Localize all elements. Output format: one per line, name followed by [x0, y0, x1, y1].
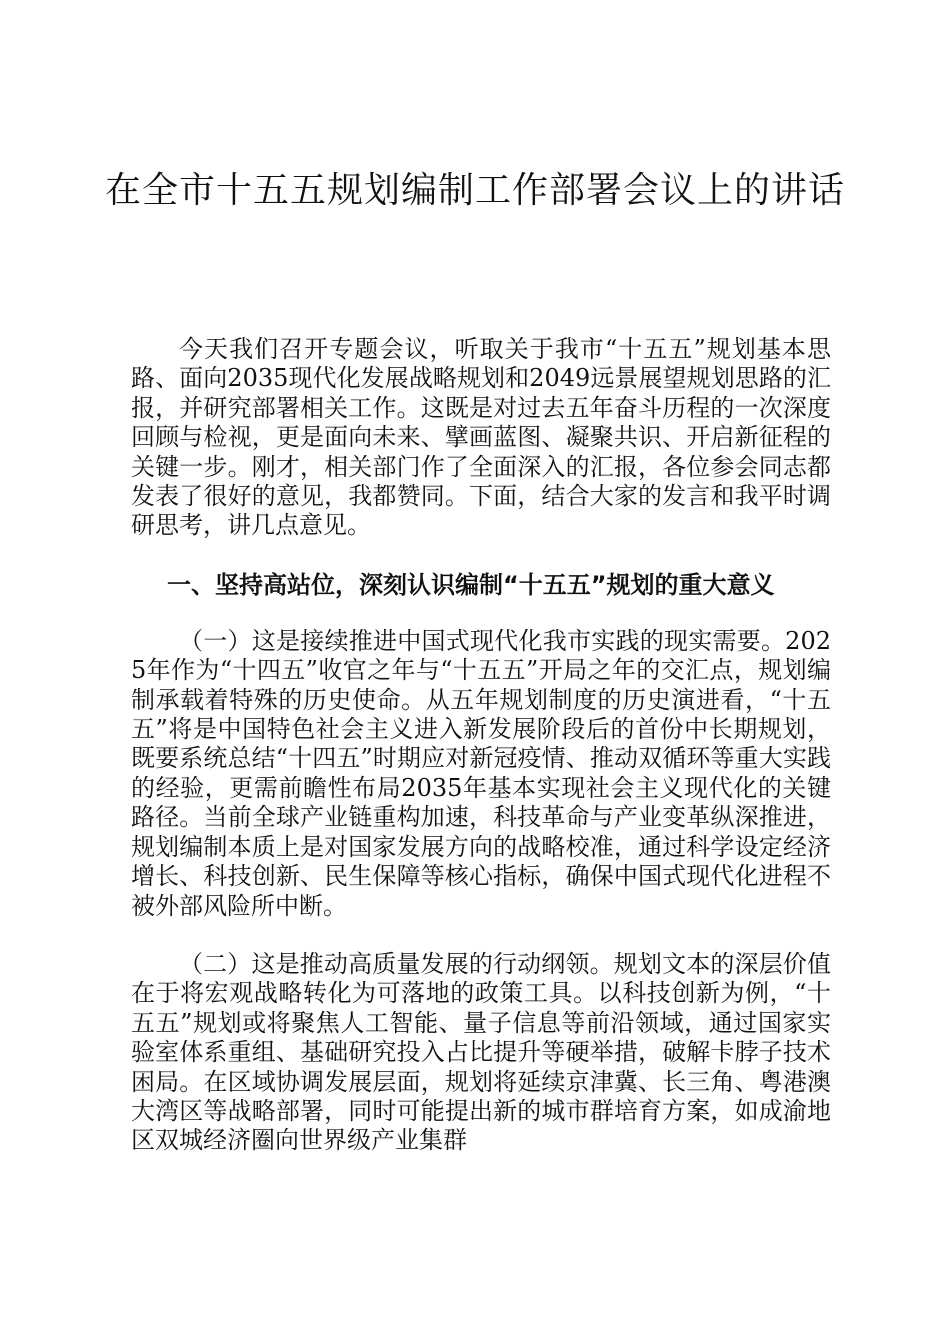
document-body	[131, 335, 831, 1156]
section-paragraph-1: （一）这是接续推进中国式现代化我市实践的现实需要。2025年作为“十四五”收官之年与“十五五”开局之年的交汇点，规划编制承载着特殊的历史使命。从五年规划制度的历史演进看，“十五五”将是中国特色社会主义进入新发展阶段后的首份中长期规划，既要系统总结“十四五”时期应对新冠疫情、推动双循环等重大实践的经验，更需前瞻性布局2035年基本实现社会主义现代化的关键路径。当前全球产业链重构加速，科技革命与产业变革纵深推进，规划编制本质上是对国家发展方向的战略校准，通过科学设定经济增长、科技创新、民生保障等核心指标，确保中国式现代化进程不被外部风险所中断。	[131, 626, 831, 920]
section-heading: 一、坚持高站位，深刻认识编制“十五五”规划的重大意义	[167, 570, 775, 599]
intro-paragraph: 今天我们召开专题会议，听取关于我市“十五五”规划基本思路、面向2035现代化发展战略规划和2049远景展望规划思路的汇报，并研究部署相关工作。这既是对过去五年奋斗历程的一次深度回顾与检视，更是面向未来、擘画蓝图、凝聚共识、开启新征程的关键一步。刚才，相关部门作了全面深入的汇报，各位参会同志都发表了很好的意见，我都赞同。下面，结合大家的发言和我平时调研思考，讲几点意见。	[131, 335, 831, 540]
document-title: 在全市十五五规划编制工作部署会议上的讲话	[104, 170, 845, 211]
section-paragraph-2: （二）这是推动高质量发展的行动纲领。规划文本的深层价值在于将宏观战略转化为可落地的政策工具。以科技创新为例，“十五五”规划或将聚焦人工智能、量子信息等前沿领域，通过国家实验室体系重组、基础研究投入占比提升等硬举措，破解卡脖子技术困局。在区域协调发展层面，规划将延续京津冀、长三角、粤港澳大湾区等战略部署，同时可能提出新的城市群培育方案，如成渝地区双城经济圈向世界级产业集群	[131, 949, 831, 1155]
